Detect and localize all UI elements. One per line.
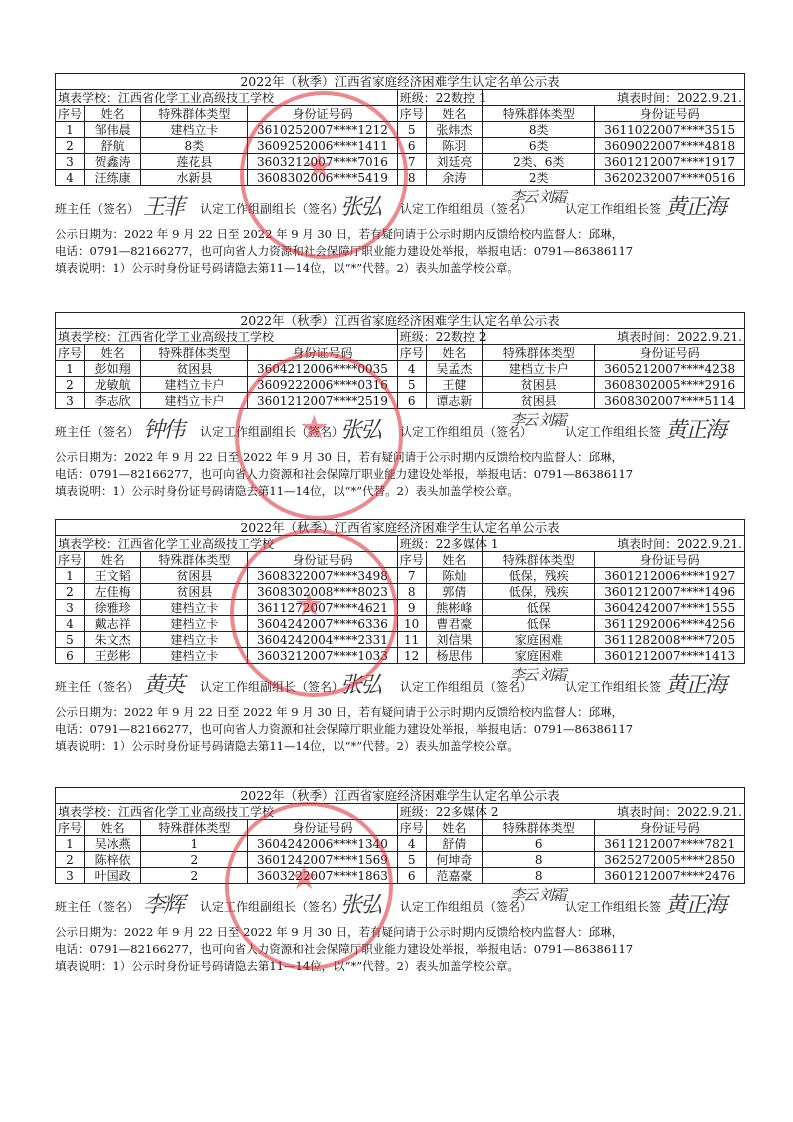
notice-line: 公示日期为：2022 年 9 月 22 日至 2022 年 9 月 30 日，若有疑问请于公示时期内反馈给校内监督人：邱琳，	[55, 227, 624, 241]
student-name: 舒倩	[426, 836, 483, 852]
row-number: 2	[56, 377, 85, 393]
student-name: 贺鑫涛	[84, 154, 141, 170]
table-title-row	[56, 74, 745, 90]
student-name: 范嘉豪	[426, 868, 483, 884]
row-number: 3	[56, 393, 85, 409]
table-title: 2022年（秋季）江西省家庭经济困难学生认定名单公示表	[56, 74, 745, 90]
handwritten-signature: 钟伟	[143, 418, 184, 443]
column-header: 特殊群体类型	[141, 820, 248, 836]
group-type: 建档立卡户	[483, 361, 595, 377]
table-info-row	[56, 804, 745, 820]
signature-label: 认定工作组副组长（签名）	[200, 680, 345, 694]
table-row	[56, 600, 745, 616]
group-type: 贫困县	[483, 377, 595, 393]
handwritten-signature: 李云 刘霜	[510, 411, 565, 429]
group-type: 莲花县	[141, 154, 248, 170]
id-number: 3611282008****7205	[595, 632, 745, 648]
student-name: 舒航	[84, 138, 141, 154]
row-number: 12	[397, 648, 426, 664]
id-number: 3601212007****2519	[248, 393, 398, 409]
table-row	[56, 868, 745, 884]
row-number: 10	[397, 616, 426, 632]
group-type: 2	[141, 852, 248, 868]
table-row	[56, 393, 745, 409]
student-name: 王健	[426, 377, 483, 393]
table-row	[56, 568, 745, 584]
column-header: 序号	[397, 106, 426, 122]
school-name: 填表学校：江西省化学工业高级技工学校	[56, 90, 398, 106]
row-number: 7	[397, 568, 426, 584]
school-name: 填表学校：江西省化学工业高级技工学校	[56, 804, 398, 820]
column-header: 身份证号码	[248, 106, 398, 122]
student-name: 张炜杰	[426, 122, 483, 138]
table-title: 2022年（秋季）江西省家庭经济困难学生认定名单公示表	[56, 520, 745, 536]
id-number: 3608302008****8023	[248, 584, 398, 600]
group-type: 家庭困难	[483, 632, 595, 648]
table-header-row	[56, 552, 745, 568]
signature-line	[55, 884, 745, 924]
column-header: 姓名	[426, 820, 483, 836]
table-info-row	[56, 536, 745, 552]
notice-line: 电话：0791—82166277，也可向省人力资源和社会保障厅职业能力建设处举报，举报电话：0791—86386117	[55, 244, 634, 258]
row-number: 5	[56, 632, 85, 648]
handwritten-signature: 李云 刘霜	[510, 666, 565, 684]
column-header: 姓名	[84, 820, 141, 836]
column-header: 姓名	[84, 106, 141, 122]
notice-line: 公示日期为：2022 年 9 月 22 日至 2022 年 9 月 30 日，若有疑问请于公示时期内反馈给校内监督人：邱琳，	[55, 705, 624, 719]
row-number: 2	[56, 584, 85, 600]
table-row	[56, 361, 745, 377]
group-type: 建档立卡	[141, 648, 248, 664]
column-header: 身份证号码	[248, 345, 398, 361]
group-type: 贫困县	[141, 584, 248, 600]
group-type: 8类	[483, 122, 595, 138]
table-info-row	[56, 90, 745, 106]
table-title: 2022年（秋季）江西省家庭经济困难学生认定名单公示表	[56, 313, 745, 329]
student-list-table	[55, 787, 745, 884]
student-name: 郭倩	[426, 584, 483, 600]
column-header: 特殊群体类型	[483, 106, 595, 122]
handwritten-signature: 张弘	[340, 893, 381, 918]
student-name: 左佳梅	[84, 584, 141, 600]
row-number: 1	[56, 568, 85, 584]
signature-label: 认定工作组副组长（签名）	[200, 425, 345, 439]
signature-label: 认定工作组组长签	[565, 680, 662, 694]
row-number: 6	[397, 868, 426, 884]
school-name: 填表学校：江西省化学工业高级技工学校	[56, 329, 398, 345]
student-list-table	[55, 73, 745, 186]
id-number: 3601212007****2476	[595, 868, 745, 884]
table-title-row	[56, 520, 745, 536]
school-name: 填表学校：江西省化学工业高级技工学校	[56, 536, 398, 552]
row-number: 5	[397, 122, 426, 138]
column-header: 姓名	[426, 552, 483, 568]
id-number: 3604242006****1340	[248, 836, 398, 852]
id-number: 3604242007****6336	[248, 616, 398, 632]
table-row	[56, 170, 745, 186]
signature-label: 认定工作组组员（签名）	[400, 425, 533, 439]
row-number: 3	[56, 868, 85, 884]
table-row	[56, 154, 745, 170]
notice-line: 公示日期为：2022 年 9 月 22 日至 2022 年 9 月 30 日，若有疑问请于公示时期内反馈给校内监督人：邱琳，	[55, 925, 624, 939]
group-type: 建档立卡	[141, 122, 248, 138]
column-header: 特殊群体类型	[483, 552, 595, 568]
student-name: 彭如翔	[84, 361, 141, 377]
handwritten-signature: 黄正海	[665, 195, 726, 220]
table-header-row	[56, 106, 745, 122]
fill-date: 填表时间：2022.9.21.	[483, 536, 745, 552]
table-row	[56, 836, 745, 852]
group-type: 贫困县	[141, 568, 248, 584]
group-type: 建档立卡户	[141, 393, 248, 409]
id-number: 3608322007****3498	[248, 568, 398, 584]
id-number: 3608302007****5114	[595, 393, 745, 409]
group-type: 8	[483, 868, 595, 884]
group-type: 2类、6类	[483, 154, 595, 170]
id-number: 3605212007****4238	[595, 361, 745, 377]
signature-line	[55, 664, 745, 704]
id-number: 3603212007****1033	[248, 648, 398, 664]
student-name: 吴冰燕	[84, 836, 141, 852]
column-header: 序号	[397, 820, 426, 836]
id-number: 3611272007****4621	[248, 600, 398, 616]
row-number: 7	[397, 154, 426, 170]
column-header: 姓名	[84, 552, 141, 568]
student-name: 邹伟晨	[84, 122, 141, 138]
row-number: 6	[397, 393, 426, 409]
id-number: 3609222006****0316	[248, 377, 398, 393]
group-type: 贫困县	[483, 393, 595, 409]
column-header: 特殊群体类型	[141, 552, 248, 568]
student-name: 汪练康	[84, 170, 141, 186]
group-type: 6	[483, 836, 595, 852]
notice-section	[55, 73, 745, 277]
signature-label: 班主任（签名）	[55, 202, 140, 216]
group-type: 低保，残疾	[483, 584, 595, 600]
student-list-table	[55, 519, 745, 664]
notice-section	[55, 787, 745, 975]
group-type: 8	[483, 852, 595, 868]
student-list-table	[55, 312, 745, 409]
id-number: 3601212007****1413	[595, 648, 745, 664]
row-number: 11	[397, 632, 426, 648]
column-header: 序号	[56, 552, 85, 568]
signature-label: 认定工作组副组长（签名）	[200, 202, 345, 216]
student-name: 谭志新	[426, 393, 483, 409]
student-name: 李志欣	[84, 393, 141, 409]
signature-label: 认定工作组组长签	[565, 425, 662, 439]
id-number: 3603222007****1863	[248, 868, 398, 884]
table-title-row	[56, 313, 745, 329]
row-number: 5	[397, 377, 426, 393]
id-number: 3625272005****2850	[595, 852, 745, 868]
notice-text	[55, 704, 745, 755]
group-type: 2	[141, 868, 248, 884]
column-header: 姓名	[426, 345, 483, 361]
row-number: 2	[56, 138, 85, 154]
id-number: 3611022007****3515	[595, 122, 745, 138]
group-type: 建档立卡	[141, 616, 248, 632]
student-name: 戴志祥	[84, 616, 141, 632]
student-name: 徐雅珍	[84, 600, 141, 616]
group-type: 低保	[483, 616, 595, 632]
student-name: 陈梓依	[84, 852, 141, 868]
table-row	[56, 122, 745, 138]
id-number: 3604212006****0035	[248, 361, 398, 377]
id-number: 3609252006****1411	[248, 138, 398, 154]
column-header: 姓名	[84, 345, 141, 361]
notice-line: 填表说明：1）公示时身份证号码请隐去第11—14位，以“*”代替。2）表头加盖学校公章。	[55, 959, 519, 973]
column-header: 特殊群体类型	[141, 106, 248, 122]
row-number: 8	[397, 170, 426, 186]
column-header: 身份证号码	[248, 820, 398, 836]
group-type: 低保，残疾	[483, 568, 595, 584]
id-number: 3620232007****0516	[595, 170, 745, 186]
column-header: 序号	[56, 345, 85, 361]
group-type: 贫困县	[141, 361, 248, 377]
row-number: 4	[56, 616, 85, 632]
signature-label: 班主任（签名）	[55, 425, 140, 439]
handwritten-signature: 张弘	[340, 418, 381, 443]
id-number: 3609022007****4818	[595, 138, 745, 154]
notice-line: 填表说明：1）公示时身份证号码请隐去第11—14位，以“*”代替。2）表头加盖学校公章。	[55, 261, 519, 275]
id-number: 3601242007****1569	[248, 852, 398, 868]
signature-label: 认定工作组组员（签名）	[400, 680, 533, 694]
signature-line	[55, 186, 745, 226]
id-number: 3608302006****5419	[248, 170, 398, 186]
table-row	[56, 852, 745, 868]
signature-label: 认定工作组组长签	[565, 900, 662, 914]
handwritten-signature: 黄英	[143, 673, 184, 698]
row-number: 4	[397, 361, 426, 377]
row-number: 3	[56, 600, 85, 616]
student-name: 陈羽	[426, 138, 483, 154]
student-name: 吴孟杰	[426, 361, 483, 377]
row-number: 1	[56, 361, 85, 377]
id-number: 3604242004****2331	[248, 632, 398, 648]
fill-date: 填表时间：2022.9.21.	[483, 329, 745, 345]
id-number: 3611212007****7821	[595, 836, 745, 852]
table-title: 2022年（秋季）江西省家庭经济困难学生认定名单公示表	[56, 788, 745, 804]
table-row	[56, 377, 745, 393]
student-name: 龙敏航	[84, 377, 141, 393]
row-number: 1	[56, 122, 85, 138]
handwritten-signature: 李云 刘霜	[510, 886, 565, 904]
notice-text	[55, 924, 745, 975]
table-row	[56, 648, 745, 664]
handwritten-signature: 张弘	[340, 673, 381, 698]
column-header: 特殊群体类型	[141, 345, 248, 361]
id-number: 3601212006****1927	[595, 568, 745, 584]
notice-line: 电话：0791—82166277，也可向省人力资源和社会保障厅职业能力建设处举报，举报电话：0791—86386117	[55, 467, 634, 481]
column-header: 身份证号码	[595, 345, 745, 361]
signature-label: 认定工作组组员（签名）	[400, 900, 533, 914]
signature-label: 认定工作组组长签	[565, 202, 662, 216]
table-header-row	[56, 345, 745, 361]
table-row	[56, 584, 745, 600]
student-name: 朱文杰	[84, 632, 141, 648]
notice-line: 填表说明：1）公示时身份证号码请隐去第11—14位，以“*”代替。2）表头加盖学校公章。	[55, 484, 519, 498]
row-number: 4	[397, 836, 426, 852]
student-name: 熊彬峰	[426, 600, 483, 616]
column-header: 特殊群体类型	[483, 820, 595, 836]
column-header: 序号	[56, 820, 85, 836]
notice-text	[55, 226, 745, 277]
class-name: 班级：22多媒体 1	[397, 536, 482, 552]
handwritten-signature: 黄正海	[665, 673, 726, 698]
group-type: 家庭困难	[483, 648, 595, 664]
notice-section	[55, 519, 745, 755]
row-number: 4	[56, 170, 85, 186]
student-name: 王文韬	[84, 568, 141, 584]
table-row	[56, 616, 745, 632]
table-info-row	[56, 329, 745, 345]
student-name: 叶国政	[84, 868, 141, 884]
id-number: 3608302005****2916	[595, 377, 745, 393]
class-name: 班级：22数控 2	[397, 329, 482, 345]
group-type: 水新县	[141, 170, 248, 186]
group-type: 2类	[483, 170, 595, 186]
handwritten-signature: 张弘	[340, 195, 381, 220]
handwritten-signature: 黄正海	[665, 418, 726, 443]
fill-date: 填表时间：2022.9.21.	[483, 90, 745, 106]
student-name: 曹君豪	[426, 616, 483, 632]
row-number: 5	[397, 852, 426, 868]
handwritten-signature: 李云 刘霜	[510, 188, 565, 206]
column-header: 身份证号码	[595, 820, 745, 836]
id-number: 3603212007****7016	[248, 154, 398, 170]
column-header: 姓名	[426, 106, 483, 122]
group-type: 6类	[483, 138, 595, 154]
column-header: 序号	[397, 345, 426, 361]
id-number: 3604242007****1555	[595, 600, 745, 616]
fill-date: 填表时间：2022.9.21.	[483, 804, 745, 820]
table-title-row	[56, 788, 745, 804]
row-number: 2	[56, 852, 85, 868]
signature-label: 班主任（签名）	[55, 680, 140, 694]
table-row	[56, 632, 745, 648]
student-name: 杨思伟	[426, 648, 483, 664]
notice-line: 公示日期为：2022 年 9 月 22 日至 2022 年 9 月 30 日，若有疑问请于公示时期内反馈给校内监督人：邱琳，	[55, 450, 624, 464]
handwritten-signature: 李辉	[143, 893, 184, 918]
column-header: 序号	[56, 106, 85, 122]
row-number: 6	[397, 138, 426, 154]
class-name: 班级：22多媒体 2	[397, 804, 482, 820]
handwritten-signature: 王菲	[143, 195, 184, 220]
group-type: 建档立卡	[141, 600, 248, 616]
column-header: 身份证号码	[595, 106, 745, 122]
id-number: 3601212007****1917	[595, 154, 745, 170]
row-number: 6	[56, 648, 85, 664]
notice-line: 电话：0791—82166277，也可向省人力资源和社会保障厅职业能力建设处举报，举报电话：0791—86386117	[55, 942, 634, 956]
signature-line	[55, 409, 745, 449]
student-name: 刘信果	[426, 632, 483, 648]
row-number: 3	[56, 154, 85, 170]
handwritten-signature: 黄正海	[665, 893, 726, 918]
table-header-row	[56, 820, 745, 836]
class-name: 班级：22数控 1	[397, 90, 482, 106]
column-header: 序号	[397, 552, 426, 568]
table-row	[56, 138, 745, 154]
row-number: 1	[56, 836, 85, 852]
column-header: 特殊群体类型	[483, 345, 595, 361]
signature-label: 认定工作组副组长（签名）	[200, 900, 345, 914]
row-number: 9	[397, 600, 426, 616]
row-number: 8	[397, 584, 426, 600]
notice-text	[55, 449, 745, 500]
notice-section	[55, 312, 745, 500]
group-type: 1	[141, 836, 248, 852]
notice-line: 填表说明：1）公示时身份证号码请隐去第11—14位，以“*”代替。2）表头加盖学校公章。	[55, 739, 519, 753]
column-header: 身份证号码	[248, 552, 398, 568]
student-name: 余涛	[426, 170, 483, 186]
student-name: 陈灿	[426, 568, 483, 584]
signature-label: 班主任（签名）	[55, 900, 140, 914]
student-name: 王彭彬	[84, 648, 141, 664]
id-number: 3601212007****1496	[595, 584, 745, 600]
group-type: 建档立卡	[141, 632, 248, 648]
group-type: 低保	[483, 600, 595, 616]
student-name: 何坤奇	[426, 852, 483, 868]
id-number: 3610252007****1212	[248, 122, 398, 138]
notice-line: 电话：0791—82166277，也可向省人力资源和社会保障厅职业能力建设处举报，举报电话：0791—86386117	[55, 722, 634, 736]
group-type: 8类	[141, 138, 248, 154]
column-header: 身份证号码	[595, 552, 745, 568]
student-name: 刘廷亮	[426, 154, 483, 170]
id-number: 3611292006****4256	[595, 616, 745, 632]
group-type: 建档立卡户	[141, 377, 248, 393]
signature-label: 认定工作组组员（签名）	[400, 202, 533, 216]
